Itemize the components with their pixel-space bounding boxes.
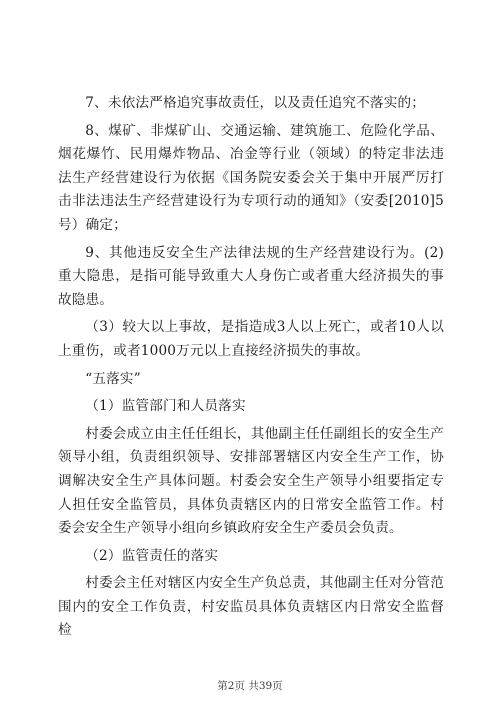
paragraph-leadership-group: 村委会成立由主任任组长，其他副主任任副组长的安全生产领导小组，负责组织领导、安排部署辖区内安全生产工作，协调解决安全生产具体问题。村委会安全生产领导小组要指定专人担任安全监管员，具体负责辖区内的日常安全监管工作。村委会安全生产领导小组向乡镇政府安全生产委员会负责。: [58, 425, 444, 537]
paragraph-item-9: 9、其他违反安全生产法律法规的生产经营建设行为。(2)重大隐患，是指可能导致重大人身伤亡或者重大经济损失的事故隐患。: [58, 244, 444, 308]
paragraph-item-7: 7、未依法严格追究事故责任，以及责任追究不落实的；: [85, 95, 426, 111]
subheading-department-personnel: （1）监管部门和人员落实: [85, 398, 246, 415]
body-text: [58, 92, 444, 647]
paragraph-item-8: 8、煤矿、非煤矿山、交通运输、建筑施工、危险化学品、烟花爆竹、民用爆炸物品、冶金等行业（领域）的特定非法违法生产经营建设行为依据《国务院安委会关于集中开展严厉打击非法违法生产经营建设行为专项行动的通知》（安委[2010]5号）确定；: [58, 122, 444, 233]
paragraph-responsibility: 村委会主任对辖区内安全生产负总责，其他副主任对分管范围内的安全工作负责，村安监员具体负责辖区内日常安全监督检: [58, 575, 444, 639]
page-number-footer: 第2页 共39页: [217, 680, 283, 692]
section-heading-five-implementations: “五落实”: [85, 370, 141, 387]
subheading-responsibility: （2）监管责任的落实: [85, 547, 219, 564]
paragraph-major-accident: （3）较大以上事故，是指造成3人以上死亡，或者10人以上重伤，或者1000万元以上直接经济损失的事故。: [58, 319, 444, 359]
